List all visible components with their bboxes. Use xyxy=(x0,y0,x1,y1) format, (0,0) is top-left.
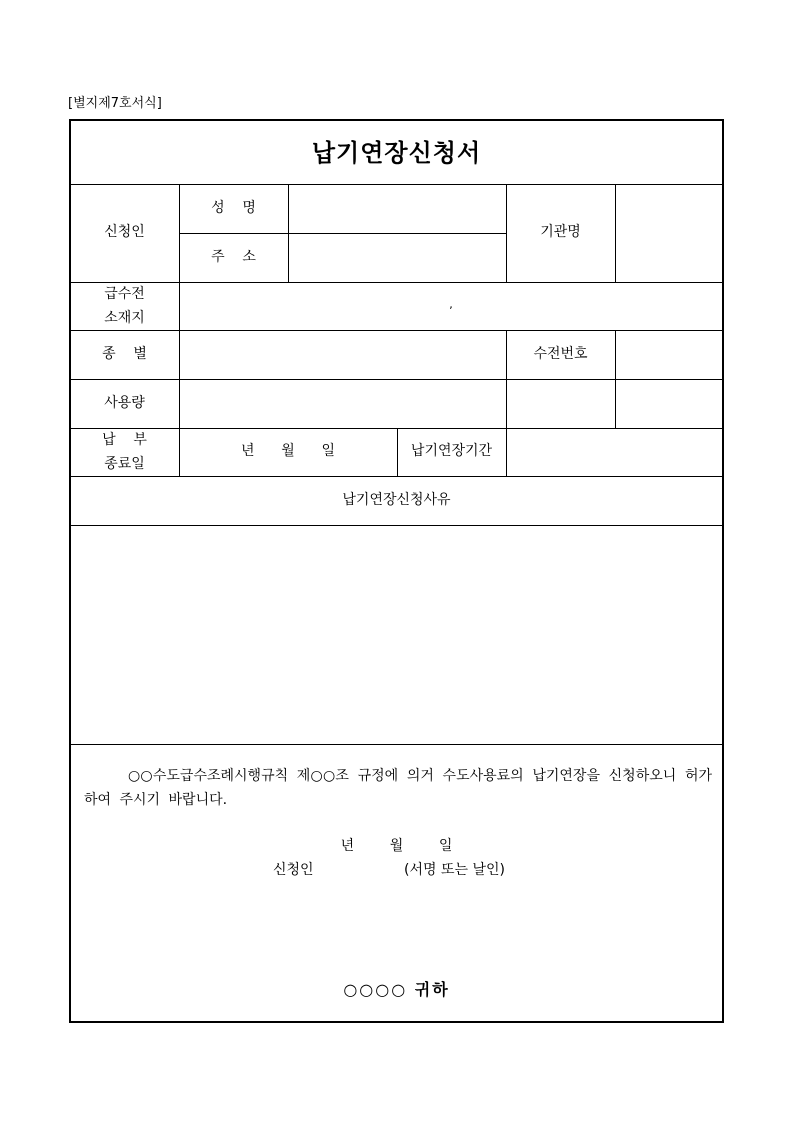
row-divider xyxy=(70,379,723,380)
name-field[interactable] xyxy=(292,200,502,220)
meter-number-field[interactable] xyxy=(618,336,720,376)
row-divider xyxy=(179,233,506,234)
location-label-line1: 급수전 xyxy=(104,286,145,302)
usage-field[interactable] xyxy=(183,385,503,425)
row-divider xyxy=(70,184,723,185)
meter-number-label: 수전번호 xyxy=(533,346,588,362)
row-divider xyxy=(70,744,723,745)
extension-period-field[interactable] xyxy=(510,434,720,472)
row-divider xyxy=(70,282,723,283)
agency-label: 기관명 xyxy=(540,224,581,240)
signature-note: (서명 또는 날인) xyxy=(404,862,505,878)
name-label: 성 명 xyxy=(211,200,256,216)
address-label: 주 소 xyxy=(211,249,256,265)
addressee-closing: ○○○○ 귀하 xyxy=(343,980,450,999)
location-field[interactable]: , xyxy=(449,298,453,311)
column-divider xyxy=(506,330,507,428)
row-divider xyxy=(70,476,723,477)
category-label: 종 별 xyxy=(102,346,147,362)
column-divider xyxy=(179,184,180,476)
applicant-label: 신청인 xyxy=(104,224,145,240)
row-divider xyxy=(70,525,723,526)
due-date-label-line2: 종료일 xyxy=(104,456,145,472)
agency-field[interactable] xyxy=(618,190,720,278)
signature-field[interactable] xyxy=(322,860,402,880)
extension-period-label: 납기연장기간 xyxy=(410,443,493,459)
application-statement: ○○수도급수조례시행규칙 제○○조 규정에 의거 수도사용료의 납기연장을 신청하오니 허가하여 주시기 바랍니다. xyxy=(84,768,712,808)
column-divider xyxy=(506,428,507,476)
signature-date[interactable]: 년 월 일 xyxy=(340,838,453,854)
reason-textarea[interactable] xyxy=(76,532,716,738)
due-date-label-line1: 납 부 xyxy=(102,432,147,448)
column-divider xyxy=(288,184,289,282)
address-field[interactable] xyxy=(292,249,502,269)
category-field[interactable] xyxy=(183,336,503,376)
column-divider xyxy=(615,184,616,282)
page-title: 납기연장신청서 xyxy=(311,139,482,167)
usage-label: 사용량 xyxy=(104,395,145,411)
column-divider xyxy=(615,330,616,428)
row-divider xyxy=(70,330,723,331)
signature-applicant-label: 신청인 xyxy=(273,862,314,878)
location-label-line2: 소재지 xyxy=(104,310,145,326)
due-date-field[interactable]: 년 월 일 xyxy=(241,443,335,459)
form-number-label: [별지제7호서식] xyxy=(68,96,162,111)
reason-header: 납기연장신청사유 xyxy=(342,492,451,508)
